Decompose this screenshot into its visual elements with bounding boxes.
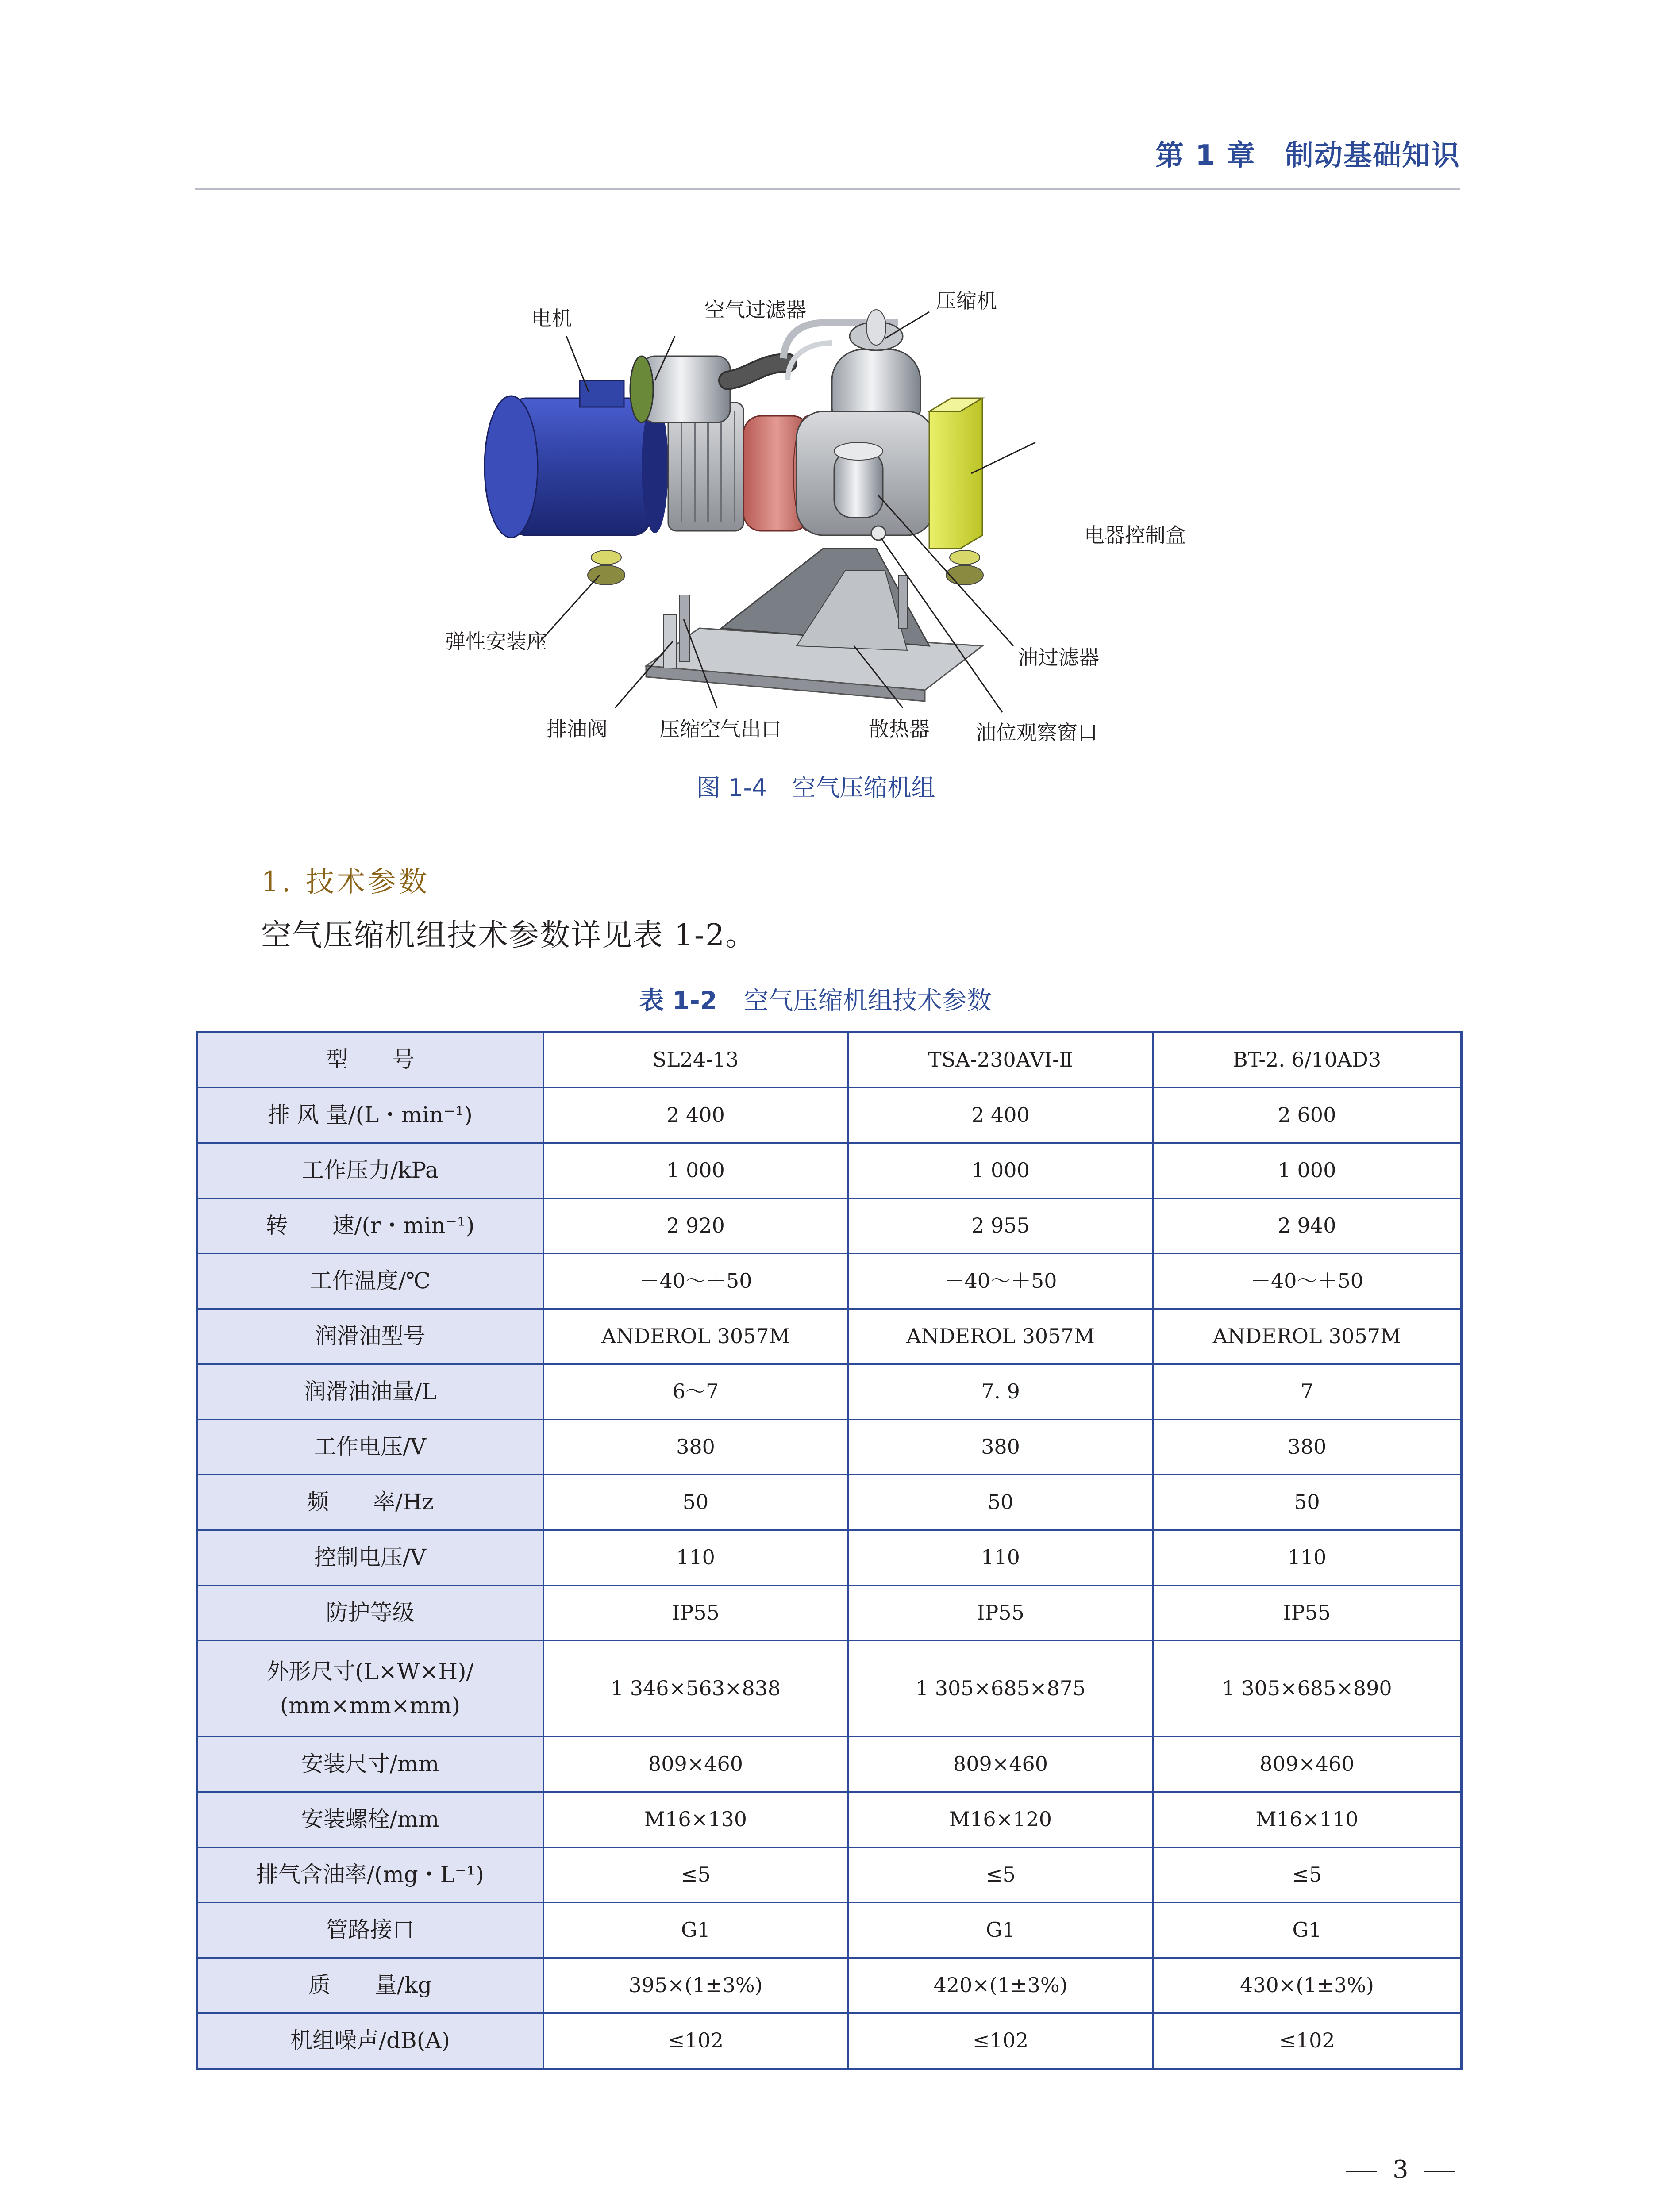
table-cell: 6～7 [543,1364,848,1420]
table-cell: ANDEROL 3057M [1153,1309,1462,1364]
table-cell: ≤5 [543,1847,848,1903]
table-cell: G1 [543,1903,848,1958]
callout-oil-filter: 油过滤器 [1018,645,1099,669]
table-param-label: 安装尺寸/mm [197,1737,543,1792]
table-cell: 430×(1±3%) [1153,1958,1462,2013]
table-param-label: 防护等级 [197,1586,543,1641]
table-cell: －40～＋50 [543,1254,848,1309]
section-title: 技术参数 [306,866,430,899]
spec-table [196,1031,1463,2070]
table-cell: 1 000 [848,1143,1153,1198]
table-cell: 50 [848,1475,1153,1530]
table-row [197,1903,1462,1958]
table-cell: 809×460 [543,1737,848,1792]
callout-drain-valve: 排油阀 [547,717,608,741]
callout-elastic-mount: 弹性安装座 [445,630,547,653]
table-param-label: 管路接口 [197,1903,543,1958]
table-cell: 110 [1153,1530,1462,1586]
table-cell: 809×460 [1153,1737,1462,1792]
table-param-label: 质 量/kg [197,1958,543,2013]
table-row [197,1586,1462,1641]
table-param-label: 频 率/Hz [197,1475,543,1530]
table-param-label: 润滑油油量/L [197,1364,543,1420]
table-cell: 380 [1153,1420,1462,1475]
table-param-label: 型 号 [197,1032,543,1088]
table-row [197,1198,1462,1254]
section-number: 1. [261,866,294,899]
table-cell: M16×130 [543,1792,848,1847]
intro-paragraph: 空气压缩机组技术参数详见表 1-2。 [261,918,757,953]
figure-caption-number: 图 1-4 [697,774,767,802]
table-param-label: 机组噪声/dB(A) [197,2013,543,2069]
table-param-label: 润滑油型号 [197,1309,543,1364]
table-row [197,1530,1462,1586]
table-param-label: 工作电压/V [197,1420,543,1475]
callout-air-outlet: 压缩空气出口 [659,717,781,741]
page-number [1330,2155,1471,2184]
table-param-label: 控制电压/V [197,1530,543,1586]
table-cell: 7 [1153,1364,1462,1420]
table-row [197,1420,1462,1475]
table-cell: 380 [848,1420,1153,1475]
table-cell: 809×460 [848,1737,1153,1792]
table-param-label: 转 速/(r・min⁻¹) [197,1198,543,1254]
table-cell: 50 [543,1475,848,1530]
table-cell: M16×110 [1153,1792,1462,1847]
callout-compressor: 压缩机 [936,289,997,313]
header-rule [195,188,1460,190]
callout-air-filter: 空气过滤器 [704,298,806,322]
table-cell: 1 305×685×875 [848,1641,1153,1737]
chapter-header: 第 1 章 制动基础知识 [1155,139,1460,172]
table-param-label: 安装螺栓/mm [197,1792,543,1847]
table-param-label [197,1641,543,1737]
table-cell: SL24-13 [543,1032,848,1088]
table-cell: ≤102 [1153,2013,1462,2069]
table-cell: 2 400 [848,1088,1153,1143]
table-param-label: 工作温度/℃ [197,1254,543,1309]
table-row [197,1088,1462,1143]
table-cell: 1 000 [1153,1143,1462,1198]
table-cell: 1 000 [543,1143,848,1198]
table-cell: IP55 [848,1586,1153,1641]
table-cell: 110 [543,1530,848,1586]
page-number-value: 3 [1393,2155,1409,2184]
callout-control-box: 电器控制盒 [1084,523,1186,547]
table-cell: 380 [543,1420,848,1475]
figure-caption [697,769,935,803]
figure-caption-title: 空气压缩机组 [792,774,935,802]
page-number-dash-right [1424,2171,1455,2172]
table-cell: ANDEROL 3057M [848,1309,1153,1364]
table-cell: ≤102 [848,2013,1153,2069]
table-cell: BT-2. 6/10AD3 [1153,1032,1462,1088]
figure-air-compressor-unit [434,265,1186,770]
table-cell: 2 920 [543,1198,848,1254]
table-cell: 2 600 [1153,1088,1462,1143]
table-cell: ≤102 [543,2013,848,2069]
table-cell: IP55 [1153,1586,1462,1641]
table-row [197,1309,1462,1364]
table-cell: 50 [1153,1475,1462,1530]
table-row [197,1254,1462,1309]
table-cell: 1 346×563×838 [543,1641,848,1737]
table-row [197,1958,1462,2013]
table-cell: －40～＋50 [848,1254,1153,1309]
table-row [197,1737,1462,1792]
table-param-label: 排 风 量/(L・min⁻¹) [197,1088,543,1143]
callout-oil-sight-glass: 油位观察窗口 [976,721,1098,745]
table-row [197,1143,1462,1198]
callout-motor: 电机 [531,307,572,330]
table-cell: 2 940 [1153,1198,1462,1254]
table-cell: 2 400 [543,1088,848,1143]
callout-radiator: 散热器 [869,717,930,741]
table-cell: 420×(1±3%) [848,1958,1153,2013]
table-cell: ANDEROL 3057M [543,1309,848,1364]
table-caption-number: 表 1-2 [639,987,717,1015]
table-cell: ≤5 [1153,1847,1462,1903]
table-cell: 110 [848,1530,1153,1586]
table-row [197,1792,1462,1847]
table-row [197,1475,1462,1530]
page-number-dash-left [1346,2171,1377,2172]
table-param-unit-line: (mm×mm×mm) [280,1693,461,1718]
table-cell: ≤5 [848,1847,1153,1903]
table-row [197,1847,1462,1903]
table-cell: －40～＋50 [1153,1254,1462,1309]
table-cell: 1 305×685×890 [1153,1641,1462,1737]
table-cell: 7. 9 [848,1364,1153,1420]
table-param-label-line: 外形尺寸(L×W×H)/ [266,1658,474,1684]
table-row [197,1641,1462,1737]
table-row [197,2013,1462,2069]
table-cell: 2 955 [848,1198,1153,1254]
table-param-label: 排气含油率/(mg・L⁻¹) [197,1847,543,1903]
table-cell: G1 [848,1903,1153,1958]
compressor-illustration [434,265,1186,770]
table-cell: 395×(1±3%) [543,1958,848,2013]
table-caption [639,981,992,1017]
table-cell: G1 [1153,1903,1462,1958]
table-row [197,1364,1462,1420]
table-row [197,1032,1462,1088]
section-heading [261,859,430,900]
table-caption-title: 空气压缩机组技术参数 [743,987,992,1015]
table-cell: IP55 [543,1586,848,1641]
table-cell: TSA-230AVI-Ⅱ [848,1032,1153,1088]
table-cell: M16×120 [848,1792,1153,1847]
table-param-label: 工作压力/kPa [197,1143,543,1198]
